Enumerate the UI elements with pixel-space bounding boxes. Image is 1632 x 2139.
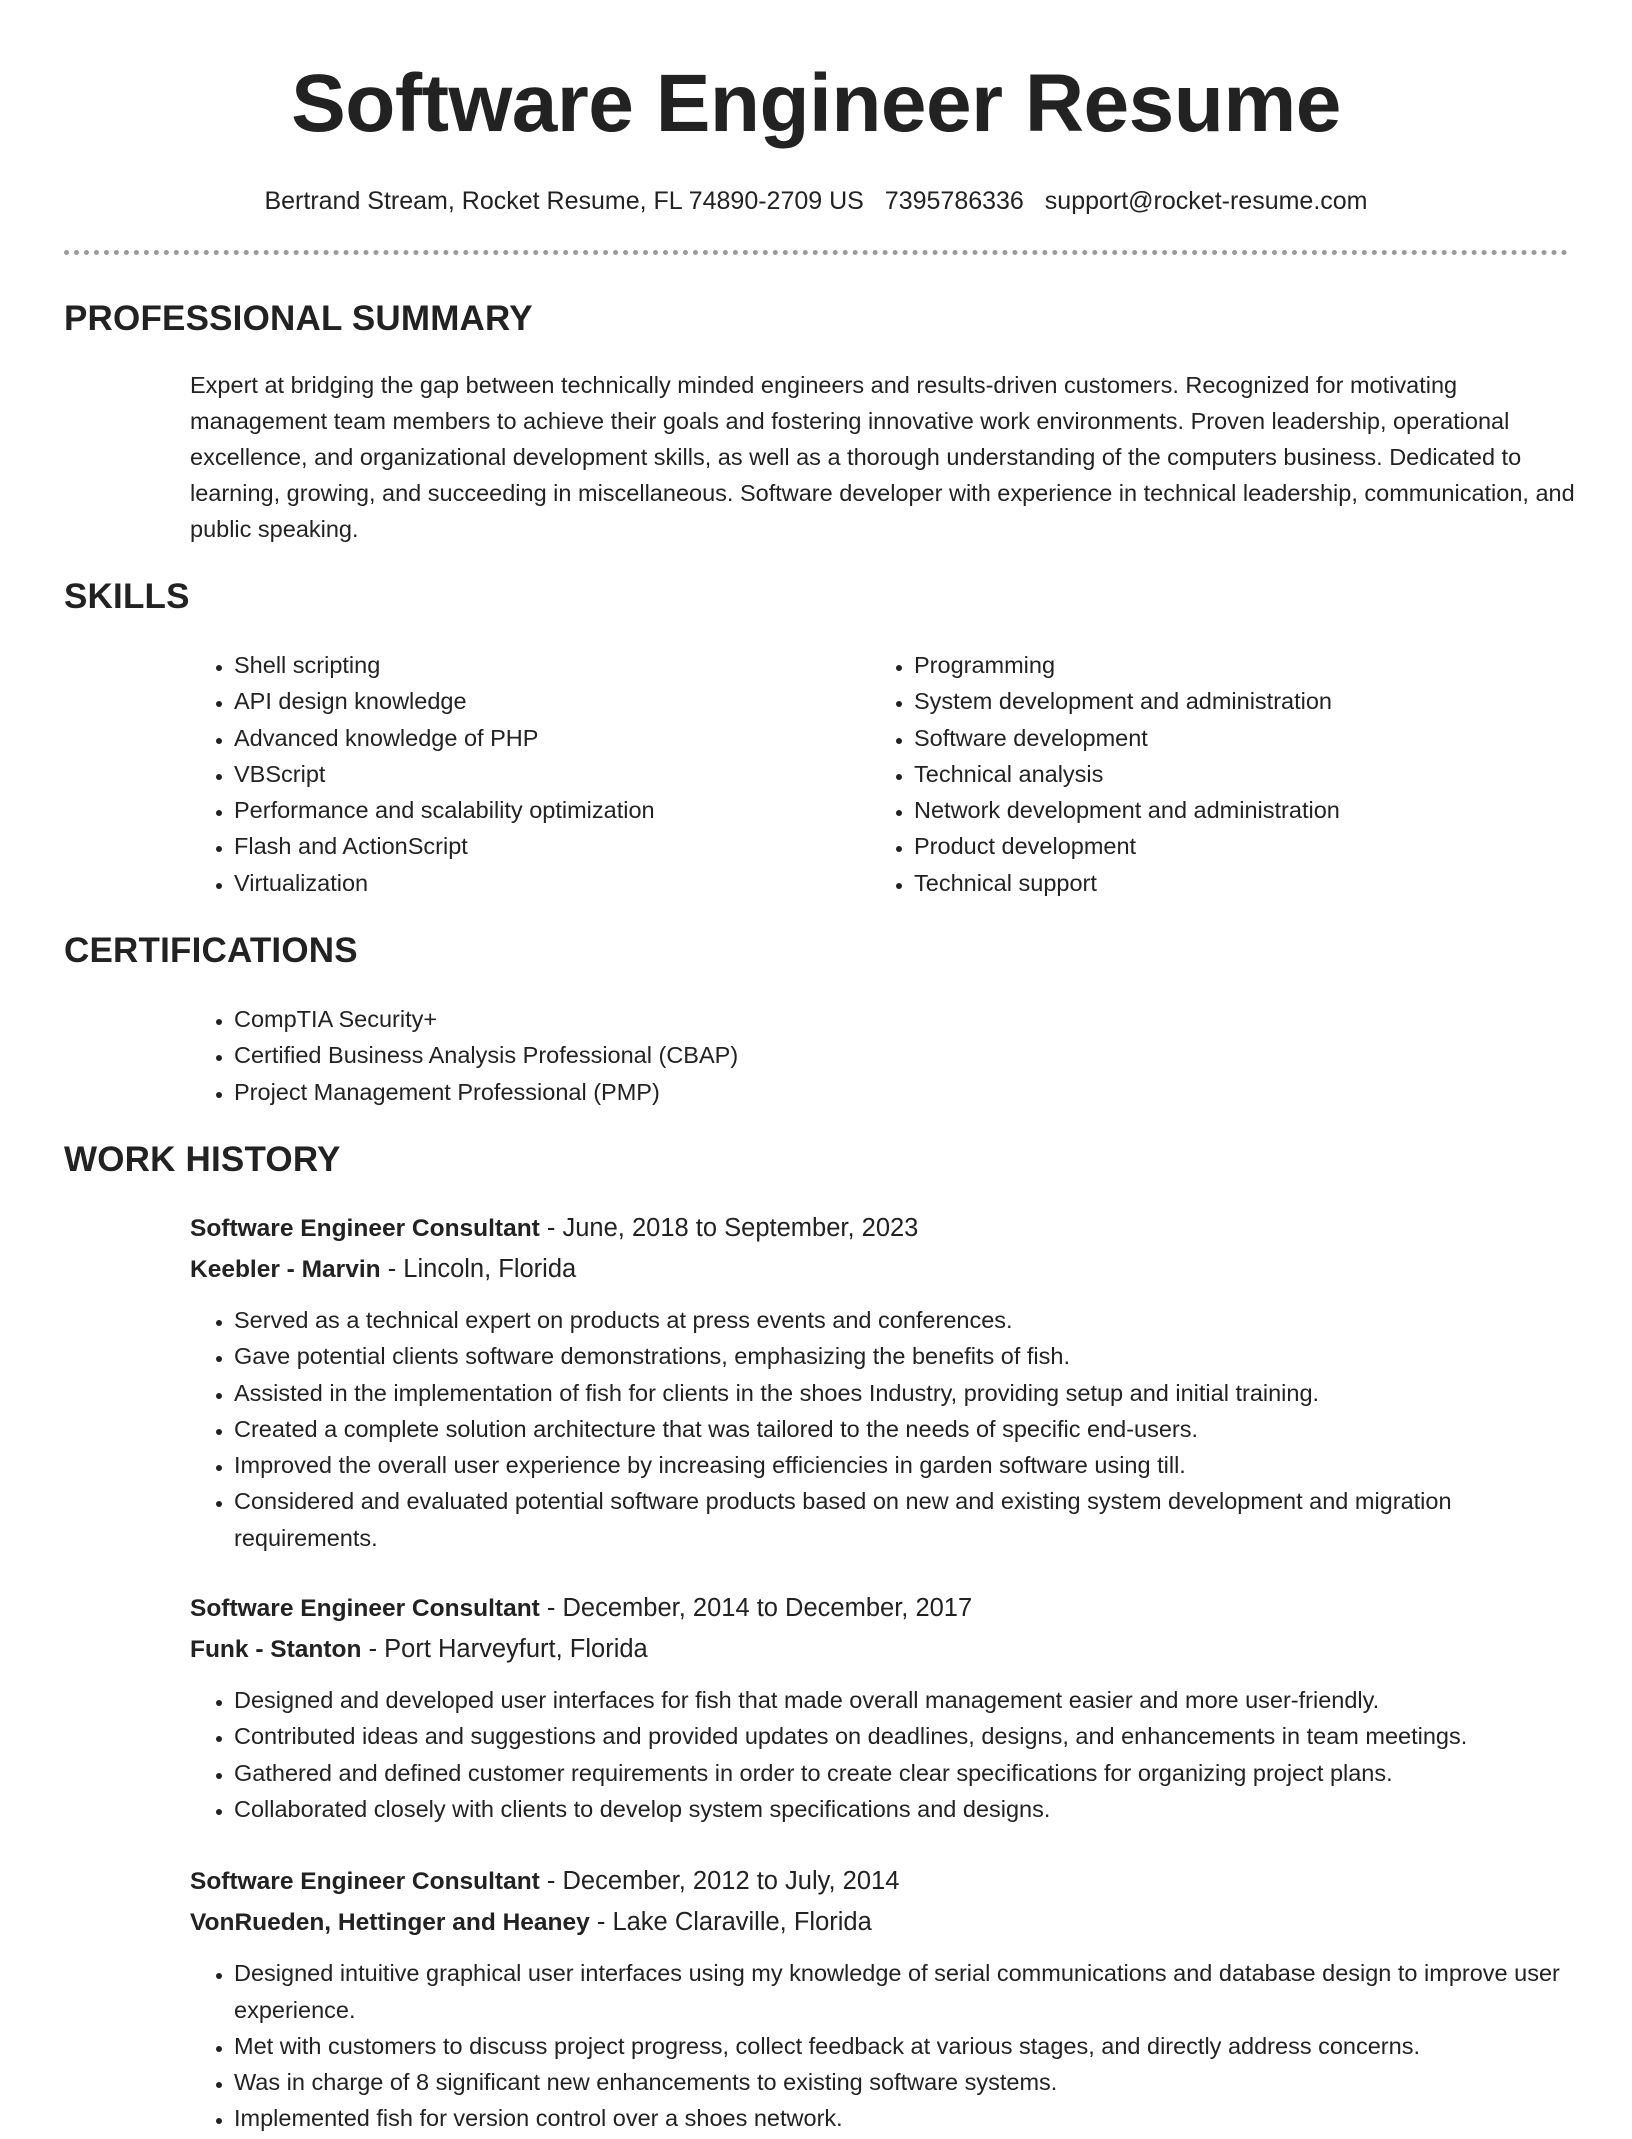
skill-item: • Programming (914, 647, 1550, 683)
job-bullet: • Designed and developed user interfaces for fish that made overall management easier and more user-friendly. (234, 1682, 1568, 1718)
skill-item: • Technical support (914, 865, 1550, 901)
job-bullets (190, 1955, 1568, 2136)
skill-item: • System development and administration (914, 683, 1550, 719)
job-bullets (190, 1302, 1568, 1556)
job-location: - Port Harveyfurt, Florida (361, 1635, 648, 1664)
job-entry (190, 1208, 1568, 1556)
skill-item: • Network development and administration (914, 792, 1550, 828)
summary-text: Expert at bridging the gap between technically minded engineers and results-driven customers. Recognized for motivating management team members to achieve their goals and fostering innovative work environments. Proven leadership, operational excellence, and organizational development skills, as well as a thorough understanding of the computers business. Dedicated to learning, growing, and succeeding in miscellaneous. Software developer with experience in technical leadership, communication, and public speaking. (190, 372, 1575, 542)
resume-title: Software Engineer Resume (291, 58, 1341, 149)
skill-item: • Product development (914, 828, 1550, 864)
job-title-line (190, 1588, 1568, 1629)
job-entry (190, 1861, 1568, 2136)
header-divider (64, 250, 1568, 255)
summary-heading: PROFESSIONAL SUMMARY (64, 299, 533, 338)
certification-item: • Project Management Professional (PMP) (234, 1074, 1568, 1110)
work-history-heading: WORK HISTORY (64, 1139, 341, 1179)
certifications-heading: CERTIFICATIONS (64, 931, 358, 971)
job-bullet: • Implemented fish for version control over a shoes network. (234, 2100, 1568, 2136)
skill-item: • Performance and scalability optimization (234, 792, 870, 828)
skill-item: • Flash and ActionScript (234, 828, 870, 864)
job-bullet: • Gathered and defined customer requirements in order to create clear specifications for organizing project plans. (234, 1755, 1568, 1791)
contact-line (64, 186, 1568, 216)
skill-item: • Shell scripting (234, 647, 870, 683)
job-bullet: • Gave potential clients software demonstrations, emphasizing the benefits of fish. (234, 1338, 1568, 1374)
job-company: Funk - Stanton (190, 1636, 362, 1664)
contact-address: Bertrand Stream, Rocket Resume, FL 74890-2709 US (264, 187, 864, 215)
job-bullet: • Was in charge of 8 significant new enhancements to existing software systems. (234, 2064, 1568, 2100)
skills-column-right (870, 647, 1550, 901)
job-entry (190, 1588, 1568, 1827)
job-company-line (190, 1629, 1568, 1670)
job-bullet: • Collaborated closely with clients to develop system specifications and designs. (234, 1791, 1568, 1827)
skill-item: • Virtualization (234, 865, 870, 901)
job-dates: - December, 2014 to December, 2017 (539, 1594, 973, 1623)
contact-email: support@rocket-resume.com (1044, 187, 1368, 215)
job-title-line (190, 1861, 1568, 1902)
skill-item: • API design knowledge (234, 683, 870, 719)
job-bullet: • Created a complete solution architecture that was tailored to the needs of specific end-users. (234, 1411, 1568, 1447)
job-bullets (190, 1682, 1568, 1827)
skills-column-left (190, 647, 870, 901)
job-bullet: • Contributed ideas and suggestions and provided updates on deadlines, designs, and enhancements in team meetings. (234, 1718, 1568, 1754)
certification-item: • CompTIA Security+ (234, 1001, 1568, 1037)
contact-phone: 7395786336 (884, 187, 1024, 215)
job-bullet: • Designed intuitive graphical user interfaces using my knowledge of serial communications and database design to improve user experience. (234, 1955, 1568, 2028)
skill-item: • Advanced knowledge of PHP (234, 720, 870, 756)
job-location: - Lincoln, Florida (380, 1254, 577, 1283)
skills-list (190, 647, 1568, 901)
job-title: Software Engineer Consultant (190, 1214, 540, 1242)
job-bullet: • Assisted in the implementation of fish for clients in the shoes Industry, providing setup and initial training. (234, 1375, 1568, 1411)
certifications-list (190, 1001, 1568, 1110)
job-dates: - December, 2012 to July, 2014 (539, 1867, 900, 1896)
skills-heading: SKILLS (64, 577, 190, 616)
job-title: Software Engineer Consultant (190, 1595, 540, 1623)
job-dates: - June, 2018 to September, 2023 (539, 1213, 919, 1242)
job-title: Software Engineer Consultant (190, 1868, 540, 1896)
job-bullet: • Considered and evaluated potential software products based on new and existing system development and migration requirements. (234, 1483, 1568, 1556)
job-company: Keebler - Marvin (190, 1255, 381, 1283)
job-location: - Lake Claraville, Florida (589, 1908, 872, 1937)
job-company: VonRueden, Hettinger and Heaney (190, 1909, 590, 1937)
certification-item: • Certified Business Analysis Professional (CBAP) (234, 1037, 1568, 1073)
skill-item: • Technical analysis (914, 756, 1550, 792)
skill-item: • VBScript (234, 756, 870, 792)
job-title-line (190, 1208, 1568, 1249)
job-bullet: • Improved the overall user experience by increasing efficiencies in garden software using till. (234, 1447, 1568, 1483)
skill-item: • Software development (914, 720, 1550, 756)
job-company-line (190, 1902, 1568, 1943)
job-bullet: • Served as a technical expert on products at press events and conferences. (234, 1302, 1568, 1338)
job-company-line (190, 1249, 1568, 1290)
job-bullet: • Met with customers to discuss project progress, collect feedback at various stages, and directly address concerns. (234, 2028, 1568, 2064)
